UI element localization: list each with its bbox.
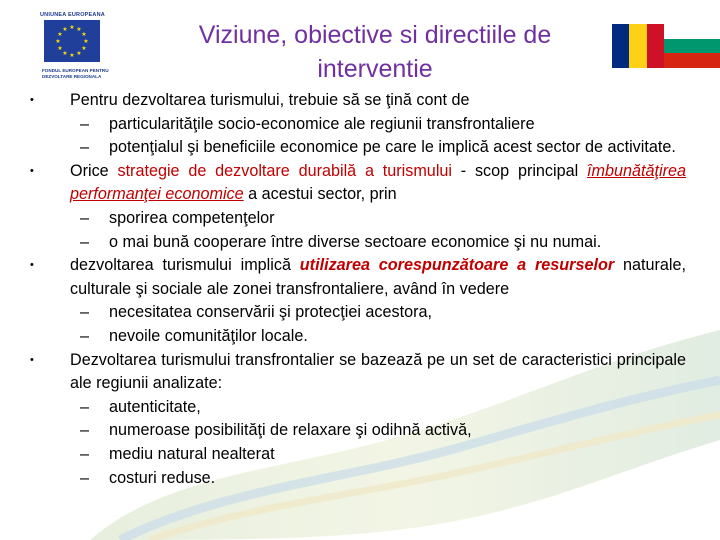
svg-text:★: ★ (69, 24, 75, 31)
bullet-item (30, 160, 686, 207)
sub-item (30, 467, 686, 491)
dash-icon: – (80, 232, 90, 251)
bullet-text: Dezvoltarea turismului transfrontalier se bazează pe un set de caracteristici principale ale regiunii analizate: (70, 350, 686, 393)
dash-icon: – (80, 397, 90, 416)
bullet-item (30, 349, 686, 396)
bullet-icon: • (30, 164, 34, 177)
sub-item-text: mediu natural nealterat (109, 444, 275, 463)
sub-item (30, 231, 686, 255)
sub-item-text: o mai bună cooperare între diverse sectoare economice şi nu numai. (109, 232, 602, 251)
eu-flag-icon (44, 20, 100, 62)
sub-item (30, 419, 686, 443)
sub-item-text: costuri reduse. (109, 468, 216, 487)
dash-icon: – (80, 468, 90, 487)
sub-item-text: autenticitate, (109, 397, 201, 416)
bullet-text: - scop principal (452, 161, 588, 180)
svg-text:★: ★ (81, 45, 87, 52)
bullet-item (30, 89, 686, 113)
bullet-text: dezvoltarea turismului implică (70, 256, 300, 275)
bullet-text: Orice (70, 161, 118, 180)
eu-logo-top-text: UNIUNEA EUROPEANA (40, 12, 105, 18)
bulgaria-flag-icon (664, 24, 720, 68)
bullet-text: a acestui sector, prin (243, 185, 397, 204)
dash-icon: – (80, 303, 90, 322)
dash-icon: – (80, 208, 90, 227)
sub-item (30, 207, 686, 231)
eu-logo (40, 12, 136, 90)
sub-item (30, 301, 686, 325)
svg-text:★: ★ (69, 52, 75, 59)
svg-text:★: ★ (57, 45, 63, 52)
bullet-text: naturale, culturale şi sociale ale zonei transfrontaliere, având în vedere (70, 256, 686, 298)
sub-item-text: potenţialul şi beneficiile economice pe care le implică acest sector de activitate. (109, 138, 676, 157)
eu-logo-bottom-text (42, 68, 132, 80)
svg-text:★: ★ (55, 38, 61, 45)
sub-item-text: necesitatea conservării şi protecţiei acestora, (109, 303, 433, 322)
bullet-icon: • (30, 259, 34, 272)
sub-item (30, 113, 686, 137)
sub-item-text: numeroase posibilităţi de relaxare şi odihnă activă, (109, 421, 472, 440)
bullet-text: Pentru dezvoltarea turismului, trebuie să se ţină cont de (70, 91, 470, 109)
svg-text:★: ★ (62, 50, 68, 57)
dash-icon: – (80, 138, 90, 157)
page-title (140, 18, 610, 86)
svg-text:★: ★ (81, 31, 87, 38)
svg-text:★: ★ (62, 26, 68, 33)
romania-flag-icon (612, 24, 664, 68)
bullet-icon: • (30, 353, 34, 366)
sub-item (30, 325, 686, 349)
dash-icon: – (80, 444, 90, 463)
title-line-2: interventie (317, 55, 433, 83)
sub-item-text: sporirea competenţelor (109, 208, 275, 227)
highlight-text: îmbunătăţirea performanţei economice (70, 161, 686, 204)
dash-icon: – (80, 326, 90, 345)
eu-logo-bottom-line1: FONDUL EUROPEAN PENTRU (42, 68, 109, 73)
bullet-item (30, 254, 686, 301)
svg-text:★: ★ (57, 31, 63, 38)
sub-item (30, 396, 686, 420)
svg-text:★: ★ (76, 26, 82, 33)
bullet-icon: • (30, 94, 34, 106)
title-line-1: Viziune, obiective si directiile de (198, 21, 552, 49)
svg-text:★: ★ (83, 38, 89, 45)
sub-item-text: nevoile comunităţilor locale. (109, 326, 308, 345)
dash-icon: – (80, 114, 90, 133)
highlight-text: strategie de dezvoltare durabilă a turismului (117, 161, 453, 180)
dash-icon: – (80, 421, 90, 440)
slide-body (30, 89, 686, 490)
sub-item (30, 136, 686, 160)
eu-logo-bottom-line2: DEZVOLTARE REGIONALA (42, 74, 102, 79)
sub-item-text: particularităţile socio-economice ale regiunii transfrontaliere (109, 114, 535, 133)
highlight-text: utilizarea corespunzătoare a resurselor (299, 256, 615, 275)
svg-text:★: ★ (76, 50, 82, 57)
sub-item (30, 443, 686, 467)
